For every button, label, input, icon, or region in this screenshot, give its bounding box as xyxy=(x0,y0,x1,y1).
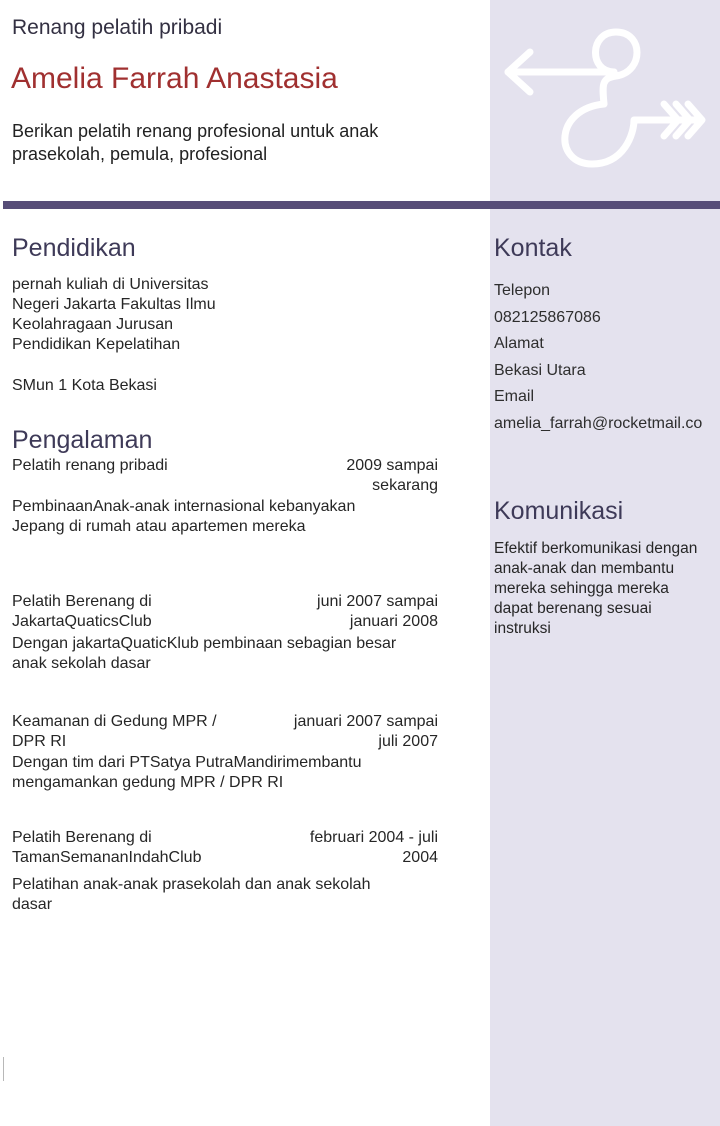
resume-name: Amelia Farrah Anastasia xyxy=(11,62,338,95)
communication-line: Efektif berkomunikasi dengan xyxy=(494,540,698,557)
job-date xyxy=(346,456,438,496)
job-date xyxy=(317,592,438,632)
communication-text xyxy=(494,539,697,639)
education-line: SMun 1 Kota Bekasi xyxy=(12,377,157,394)
job-title-line: Pelatih Berenang di xyxy=(12,593,152,610)
communication-heading: Komunikasi xyxy=(494,497,624,525)
experience-heading: Pengalaman xyxy=(12,426,153,454)
job-description-line: anak sekolah dasar xyxy=(12,655,151,672)
job-date-line: februari 2004 - juli xyxy=(309,829,438,846)
education-line: Pendidikan Kepelatihan xyxy=(12,336,181,353)
communication-line: instruksi xyxy=(494,620,551,637)
contact-heading: Kontak xyxy=(494,234,572,262)
job-description xyxy=(12,497,355,537)
job-description-line: dasar xyxy=(12,896,53,913)
education-line: pernah kuliah di Universitas xyxy=(12,276,209,293)
job-title-line: Pelatih Berenang di xyxy=(12,829,152,846)
education-line: Negeri Jakarta Fakultas Ilmu xyxy=(12,296,216,313)
job-title xyxy=(12,456,168,476)
job-title-line: JakartaQuaticsClub xyxy=(12,613,152,630)
phone-value: 082125867086 xyxy=(494,309,601,326)
communication-line: dapat berenang sesuai xyxy=(494,600,652,617)
communication-line: anak-anak dan membantu xyxy=(494,560,675,577)
text-cursor xyxy=(3,1057,4,1081)
job-description-line: Dengan jakartaQuaticKlub pembinaan sebagian besar xyxy=(12,635,397,652)
job-title-line: Pelatih renang pribadi xyxy=(12,457,168,474)
address-value: Bekasi Utara xyxy=(494,362,586,379)
job-date xyxy=(294,712,438,752)
job-title xyxy=(12,712,217,752)
job-title-line: DPR RI xyxy=(12,733,67,750)
arrow-monogram-icon xyxy=(494,24,710,174)
education-heading: Pendidikan xyxy=(12,234,136,262)
job-date-line: sekarang xyxy=(372,477,438,494)
job-date-line: 2009 sampai xyxy=(346,457,438,474)
education-line: Keolahragaan Jurusan xyxy=(12,316,174,333)
job-date-line: januari 2007 sampai xyxy=(293,713,438,730)
job-description-line: PembinaanAnak-anak internasional kebanyakan xyxy=(12,498,356,515)
email-label: Email xyxy=(494,388,535,405)
job-date-line: juli 2007 xyxy=(378,733,438,750)
job-description-line: Jepang di rumah atau apartemen mereka xyxy=(12,518,306,535)
job-date-line: juni 2007 sampai xyxy=(317,593,438,610)
job-description-line: Dengan tim dari PTSatya PutraMandirimembantu xyxy=(12,754,362,771)
job-description-line: mengamankan gedung MPR / DPR RI xyxy=(12,774,284,791)
job-date-line: 2004 xyxy=(402,849,438,866)
job-description xyxy=(12,753,362,793)
job-description xyxy=(12,634,396,674)
job-title-line: Keamanan di Gedung MPR / xyxy=(12,713,217,730)
education-entry xyxy=(12,376,157,396)
job-description-line: Pelatihan anak-anak prasekolah dan anak sekolah xyxy=(12,876,371,893)
job-title-line: TamanSemananIndahClub xyxy=(12,849,202,866)
job-title xyxy=(12,828,201,868)
phone-label: Telepon xyxy=(494,282,551,299)
email-value[interactable]: amelia_farrah@rocketmail.co xyxy=(494,415,703,432)
resume-role: Renang pelatih pribadi xyxy=(12,16,223,39)
education-entry xyxy=(12,275,216,355)
job-date xyxy=(310,828,438,868)
resume-summary: Berikan pelatih renang profesional untuk anak prasekolah, pemula, profesional xyxy=(12,121,379,164)
communication-line: mereka sehingga mereka xyxy=(494,580,669,597)
job-description xyxy=(12,875,370,915)
address-label: Alamat xyxy=(494,335,544,352)
job-date-line: januari 2008 xyxy=(349,613,438,630)
job-title xyxy=(12,592,152,632)
header-divider xyxy=(3,201,720,209)
